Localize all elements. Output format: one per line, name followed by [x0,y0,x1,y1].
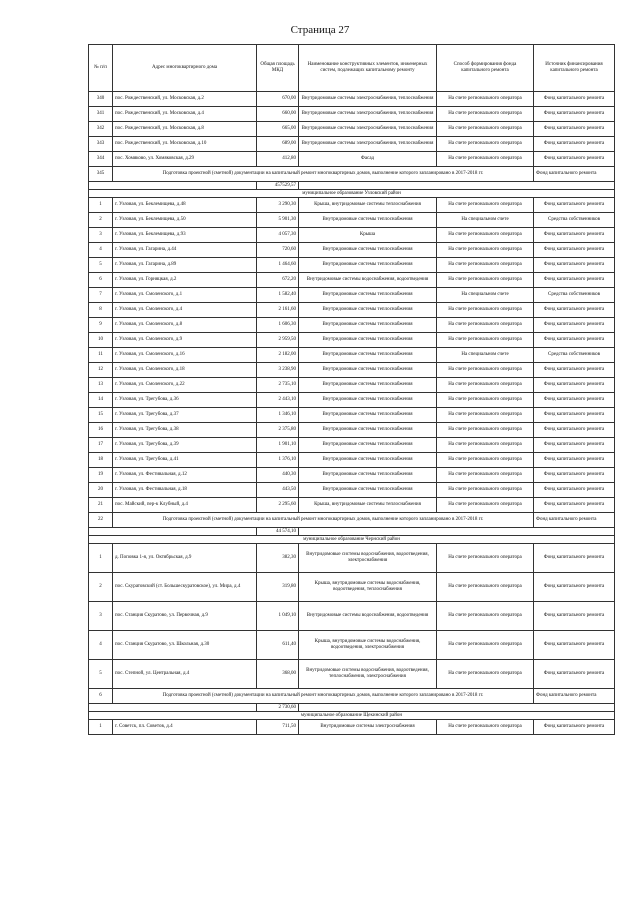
table-row [89,423,615,438]
cell-address: г. Узловая, ул. Трегубова, д.39 [113,438,257,453]
cell-area: 689,00 [257,137,299,152]
cell-address: пос. Рождественский, ул. Московская, д.10 [113,137,257,152]
cell-number: 342 [89,122,113,137]
cell-total-area: 2 730,60 [257,704,299,712]
cell-address: пос. Станция Скуратово, ул. Школьная, д.30 [113,631,257,660]
cell-number: 9 [89,318,113,333]
header-number: № п/п [89,45,113,92]
cell-fund-method: На счете регионального оператора [437,498,534,513]
cell-empty [299,528,615,536]
cell-total-area: 44 574,10 [257,528,299,536]
cell-number: 19 [89,468,113,483]
region-row [89,536,615,544]
cell-address: г. Узловая, ул. Горняцкая, д.2 [113,273,257,288]
cell-funding-source: Фонд капитального ремонта [534,423,615,438]
total-row [89,528,615,536]
cell-address: г. Узловая, ул. Гагарина, д.44 [113,243,257,258]
header-fund-method: Способ формирования фонда капитального ремонта [437,45,534,92]
cell-elements: Крыша [299,228,437,243]
cell-area: 2 182,00 [257,348,299,363]
cell-number: 3 [89,228,113,243]
cell-fund-method: На счете регионального оператора [437,243,534,258]
cell-fund-method: На счете регионального оператора [437,544,534,573]
table-row [89,137,615,152]
cell-number: 11 [89,348,113,363]
cell-fund-method: На счете регионального оператора [437,122,534,137]
region-name: муниципальное образование Узловский район [89,190,615,198]
cell-area: 2 443,10 [257,393,299,408]
cell-total-area: 457529,57 [257,182,299,190]
cell-address: г. Узловая, ул. Трегубова, д.41 [113,453,257,468]
cell-fund-method: На счете регионального оператора [437,453,534,468]
cell-elements: Внутридомовые системы водоснабжения, водоотведения, теплоснабжения, электроснабжения [299,660,437,689]
cell-number: 1 [89,544,113,573]
cell-address: г. Узловая, ул. Трегубова, д.37 [113,408,257,423]
cell-fund-method: На счете регионального оператора [437,333,534,348]
cell-funding-source: Фонд капитального ремонта [534,198,615,213]
page-title: Страница 27 [290,24,350,36]
cell-funding-source: Фонд капитального ремонта [534,544,615,573]
cell-address: г. Узловая, ул. Смоленского, д.4 [113,303,257,318]
cell-address: г. Узловая, ул. Фестивальная, д.12 [113,468,257,483]
cell-number: 340 [89,92,113,107]
cell-area: 382,30 [257,544,299,573]
cell-funding-source: Фонд капитального ремонта [534,483,615,498]
cell-fund-method: На счете регионального оператора [437,393,534,408]
cell-number: 17 [89,438,113,453]
cell-elements: Внутридомовые системы электроснабжения, теплоснабжения [299,137,437,152]
region-row [89,190,615,198]
table-row [89,408,615,423]
cell-number: 7 [89,288,113,303]
design-docs-row [89,689,615,704]
total-row [89,182,615,190]
total-row [89,704,615,712]
cell-number: 1 [89,720,113,735]
cell-elements: Внутридомовые системы теплоснабжения [299,453,437,468]
cell-elements: Внутридомовые системы теплоснабжения [299,303,437,318]
cell-elements: Внутридомовые системы теплоснабжения [299,333,437,348]
cell-elements: Внутридомовые системы теплоснабжения [299,393,437,408]
cell-fund-method: На счете регионального оператора [437,660,534,689]
cell-area: 1 901,10 [257,438,299,453]
cell-funding-source: Фонд капитального ремонта [534,631,615,660]
header-area: Общая площадь МКД [257,45,299,92]
cell-elements: Внутридомовые системы теплоснабжения [299,468,437,483]
cell-funding-source: Фонд капитального ремонта [534,573,615,602]
cell-address: пос. Рождественский, ул. Московская, д.8 [113,122,257,137]
cell-number: 3 [89,602,113,631]
table-row [89,468,615,483]
cell-number: 344 [89,152,113,167]
cell-number: 5 [89,258,113,273]
cell-address: пос. Хомяково, ул. Хомяковская, д.29 [113,152,257,167]
cell-fund-method: На счете регионального оператора [437,198,534,213]
cell-address: пос. Рождественский, ул. Московская, д.2 [113,92,257,107]
cell-fund-method: На счете регионального оператора [437,631,534,660]
cell-funding-source: Фонд капитального ремонта [534,107,615,122]
cell-funding-source: Фонд капитального ремонта [534,689,615,704]
table-row [89,288,615,303]
cell-elements: Внутридомовые системы теплоснабжения [299,483,437,498]
header-address: Адрес многоквартирного дома [113,45,257,92]
cell-fund-method: На счете регионального оператора [437,408,534,423]
design-docs-row [89,167,615,182]
cell-area: 2 161,60 [257,303,299,318]
cell-fund-method: На специальном счете [437,213,534,228]
table-row [89,544,615,573]
cell-address: г. Узловая, ул. Смоленского, д.1 [113,288,257,303]
table-header-row [89,45,615,92]
cell-elements: Внутридомовые системы электроснабжения, теплоснабжения [299,107,437,122]
cell-elements: Внутридомовые системы теплоснабжения [299,423,437,438]
table-row [89,602,615,631]
table-row [89,720,615,735]
cell-elements: Внутридомовые системы электроснабжения [299,720,437,735]
cell-funding-source: Фонд капитального ремонта [534,602,615,631]
table-row [89,573,615,602]
cell-fund-method: На специальном счете [437,288,534,303]
cell-funding-source: Фонд капитального ремонта [534,660,615,689]
cell-number: 6 [89,689,113,704]
cell-number: 20 [89,483,113,498]
cell-funding-source: Фонд капитального ремонта [534,258,615,273]
cell-address: г. Узловая, ул. Смоленского, д.22 [113,378,257,393]
cell-area: 440,30 [257,468,299,483]
cell-address: г. Узловая, ул. Беклемищева, д.93 [113,228,257,243]
cell-fund-method: На счете регионального оператора [437,303,534,318]
cell-fund-method: На счете регионального оператора [437,107,534,122]
cell-funding-source: Фонд капитального ремонта [534,498,615,513]
header-elements: Наименование конструктивных элементов, инженерных систем, подлежащих капитальному ремонту [299,45,437,92]
cell-address: пос. Степной, ул. Центральная, д.4 [113,660,257,689]
cell-funding-source: Фонд капитального ремонта [534,273,615,288]
cell-address: г. Узловая, ул. Смоленского, д.18 [113,363,257,378]
table-row [89,213,615,228]
cell-number: 22 [89,513,113,528]
cell-elements: Внутридомовые системы водоснабжения, водоотведения, электроснабжения [299,544,437,573]
table-row [89,107,615,122]
cell-elements: Внутридомовые системы электроснабжения, теплоснабжения [299,122,437,137]
cell-area: 2 959,50 [257,333,299,348]
table-row [89,498,615,513]
cell-area: 670,00 [257,92,299,107]
cell-elements: Внутридомовые системы теплоснабжения [299,258,437,273]
cell-fund-method: На счете регионального оператора [437,483,534,498]
cell-funding-source: Фонд капитального ремонта [534,167,615,182]
cell-address: г. Узловая, ул. Беклемищева, д.50 [113,213,257,228]
cell-funding-source: Фонд капитального ремонта [534,333,615,348]
cell-number: 341 [89,107,113,122]
cell-address: г. Узловая, ул. Трегубова, д.38 [113,423,257,438]
cell-elements: Внутридомовые системы водоснабжения, водоотведения [299,602,437,631]
table-row [89,152,615,167]
cell-funding-source: Фонд капитального ремонта [534,228,615,243]
region-row [89,712,615,720]
cell-design-docs: Подготовка проектной (сметной) документации на капитальный ремонт многоквартирных домов, выполнение которого запланировано в 2017-2018 гг. [113,689,534,704]
table-row [89,258,615,273]
cell-area: 3 238,90 [257,363,299,378]
cell-area: 720,60 [257,243,299,258]
cell-design-docs: Подготовка проектной (сметной) документации на капитальный ремонт многоквартирных домов, выполнение которого запланировано в 2017-2018 гг. [113,167,534,182]
cell-funding-source: Фонд капитального ремонта [534,393,615,408]
cell-fund-method: На счете регионального оператора [437,423,534,438]
table-row [89,438,615,453]
table-row [89,378,615,393]
cell-number: 5 [89,660,113,689]
cell-fund-method: На счете регионального оператора [437,258,534,273]
table-row [89,318,615,333]
cell-number: 345 [89,167,113,182]
cell-elements: Внутридомовые системы электроснабжения, теплоснабжения [299,92,437,107]
cell-area: 2 295,60 [257,498,299,513]
cell-elements: Фасад [299,152,437,167]
cell-area: 611,40 [257,631,299,660]
cell-fund-method: На счете регионального оператора [437,602,534,631]
cell-empty [89,528,257,536]
cell-address: пос. Рождественский, ул. Московская, д.4 [113,107,257,122]
cell-address: пос. Станция Скуратово, ул. Первочная, д.9 [113,602,257,631]
cell-funding-source: Фонд капитального ремонта [534,513,615,528]
table-row [89,453,615,468]
cell-fund-method: На счете регионального оператора [437,378,534,393]
cell-number: 14 [89,393,113,408]
table-row [89,273,615,288]
cell-number: 16 [89,423,113,438]
cell-number: 4 [89,243,113,258]
cell-address: г. Советск, пл. Советов, д.4 [113,720,257,735]
cell-funding-source: Средства собственников [534,288,615,303]
cell-empty [89,704,257,712]
cell-area: 319,80 [257,573,299,602]
cell-address: пос. Скуратовский (ст. Большескуратовское), ул. Мира, д.4 [113,573,257,602]
cell-address: г. Узловая, ул. Смоленского, д.8 [113,318,257,333]
cell-elements: Крыша, внутридомовые системы водоснабжения, водоотведения, теплоснабжения [299,573,437,602]
cell-fund-method: На счете регионального оператора [437,228,534,243]
cell-funding-source: Фонд капитального ремонта [534,468,615,483]
cell-elements: Внутридомовые системы теплоснабжения [299,243,437,258]
cell-funding-source: Фонд капитального ремонта [534,137,615,152]
cell-address: д. Поповка 1-я, ул. Октябрьская, д.9 [113,544,257,573]
cell-number: 1 [89,198,113,213]
cell-number: 10 [89,333,113,348]
cell-number: 4 [89,631,113,660]
table-row [89,198,615,213]
cell-address: пос. Майский, пер-к Клубный, д.4 [113,498,257,513]
table-row [89,228,615,243]
table-row [89,631,615,660]
table-row [89,363,615,378]
cell-empty [89,182,257,190]
header-funding-source: Источник финансирования капитального ремонта [534,45,615,92]
cell-fund-method: На счете регионального оператора [437,273,534,288]
cell-funding-source: Фонд капитального ремонта [534,303,615,318]
cell-funding-source: Фонд капитального ремонта [534,453,615,468]
table-row [89,393,615,408]
cell-elements: Внутридомовые системы теплоснабжения [299,408,437,423]
cell-elements: Внутридомовые системы теплоснабжения [299,363,437,378]
cell-elements: Внутридомовые системы теплоснабжения [299,288,437,303]
cell-elements: Внутридомовые системы теплоснабжения [299,213,437,228]
table-row [89,303,615,318]
cell-area: 412,80 [257,152,299,167]
cell-elements: Внутридомовые системы теплоснабжения [299,318,437,333]
cell-fund-method: На счете регионального оператора [437,720,534,735]
cell-elements: Внутридомовые системы теплоснабжения [299,378,437,393]
cell-fund-method: На счете регионального оператора [437,152,534,167]
cell-fund-method: На счете регионального оператора [437,363,534,378]
cell-funding-source: Фонд капитального ремонта [534,408,615,423]
table-row [89,333,615,348]
cell-funding-source: Средства собственников [534,213,615,228]
cell-funding-source: Фонд капитального ремонта [534,378,615,393]
design-docs-row [89,513,615,528]
cell-area: 2 375,80 [257,423,299,438]
cell-elements: Крыша, внутридомовые системы теплоснабжения [299,198,437,213]
cell-funding-source: Фонд капитального ремонта [534,152,615,167]
region-name: муниципальное образование Чернский район [89,536,615,544]
cell-area: 443,50 [257,483,299,498]
cell-funding-source: Фонд капитального ремонта [534,363,615,378]
region-name: муниципальное образование Щекинский район [89,712,615,720]
cell-fund-method: На специальном счете [437,348,534,363]
cell-area: 672,20 [257,273,299,288]
cell-elements: Крыша, внутридомовые системы теплоснабжения [299,498,437,513]
cell-elements: Внутридомовые системы теплоснабжения [299,438,437,453]
cell-fund-method: На счете регионального оператора [437,137,534,152]
cell-area: 660,00 [257,107,299,122]
cell-fund-method: На счете регионального оператора [437,573,534,602]
cell-area: 1 049,10 [257,602,299,631]
cell-area: 1 582,40 [257,288,299,303]
cell-address: г. Узловая, ул. Гагарина, д.89 [113,258,257,273]
cell-number: 13 [89,378,113,393]
cell-funding-source: Фонд капитального ремонта [534,243,615,258]
cell-funding-source: Фонд капитального ремонта [534,438,615,453]
table-row [89,243,615,258]
cell-area: 368,00 [257,660,299,689]
cell-area: 1 606,30 [257,318,299,333]
cell-number: 8 [89,303,113,318]
cell-fund-method: На счете регионального оператора [437,92,534,107]
cell-number: 21 [89,498,113,513]
cell-funding-source: Средства собственников [534,348,615,363]
cell-number: 2 [89,213,113,228]
cell-elements: Крыша, внутридомовые системы водоснабжения, водоотведения, электроснабжения [299,631,437,660]
cell-fund-method: На счете регионального оператора [437,318,534,333]
cell-area: 3 290,30 [257,198,299,213]
cell-elements: Внутридомовые системы водоснабжения, водоотведения [299,273,437,288]
cell-address: г. Узловая, ул. Фестивальная, д.18 [113,483,257,498]
cell-address: г. Узловая, ул. Трегубова, д.36 [113,393,257,408]
cell-funding-source: Фонд капитального ремонта [534,92,615,107]
table-row [89,660,615,689]
cell-area: 711,50 [257,720,299,735]
cell-address: г. Узловая, ул. Беклемищева, д.48 [113,198,257,213]
cell-number: 2 [89,573,113,602]
cell-elements: Внутридомовые системы теплоснабжения [299,348,437,363]
cell-funding-source: Фонд капитального ремонта [534,720,615,735]
cell-area: 4 057,30 [257,228,299,243]
cell-address: г. Узловая, ул. Смоленского, д.16 [113,348,257,363]
table-row [89,348,615,363]
cell-number: 18 [89,453,113,468]
cell-number: 343 [89,137,113,152]
cell-number: 15 [89,408,113,423]
table-row [89,92,615,107]
cell-design-docs: Подготовка проектной (сметной) документации на капитальный ремонт многоквартирных домов, выполнение которого запланировано в 2017-2018 гг. [113,513,534,528]
cell-funding-source: Фонд капитального ремонта [534,318,615,333]
cell-area: 1 346,10 [257,408,299,423]
cell-area: 1 376,10 [257,453,299,468]
cell-area: 1 464,60 [257,258,299,273]
repair-program-table [88,44,615,735]
cell-fund-method: На счете регионального оператора [437,468,534,483]
cell-area: 5 901,30 [257,213,299,228]
cell-address: г. Узловая, ул. Смоленского, д.9 [113,333,257,348]
cell-fund-method: На счете регионального оператора [437,438,534,453]
cell-empty [299,182,615,190]
table-row [89,483,615,498]
table-row [89,122,615,137]
cell-empty [299,704,615,712]
cell-number: 12 [89,363,113,378]
cell-number: 6 [89,273,113,288]
cell-funding-source: Фонд капитального ремонта [534,122,615,137]
cell-area: 2 735,10 [257,378,299,393]
cell-area: 665,00 [257,122,299,137]
